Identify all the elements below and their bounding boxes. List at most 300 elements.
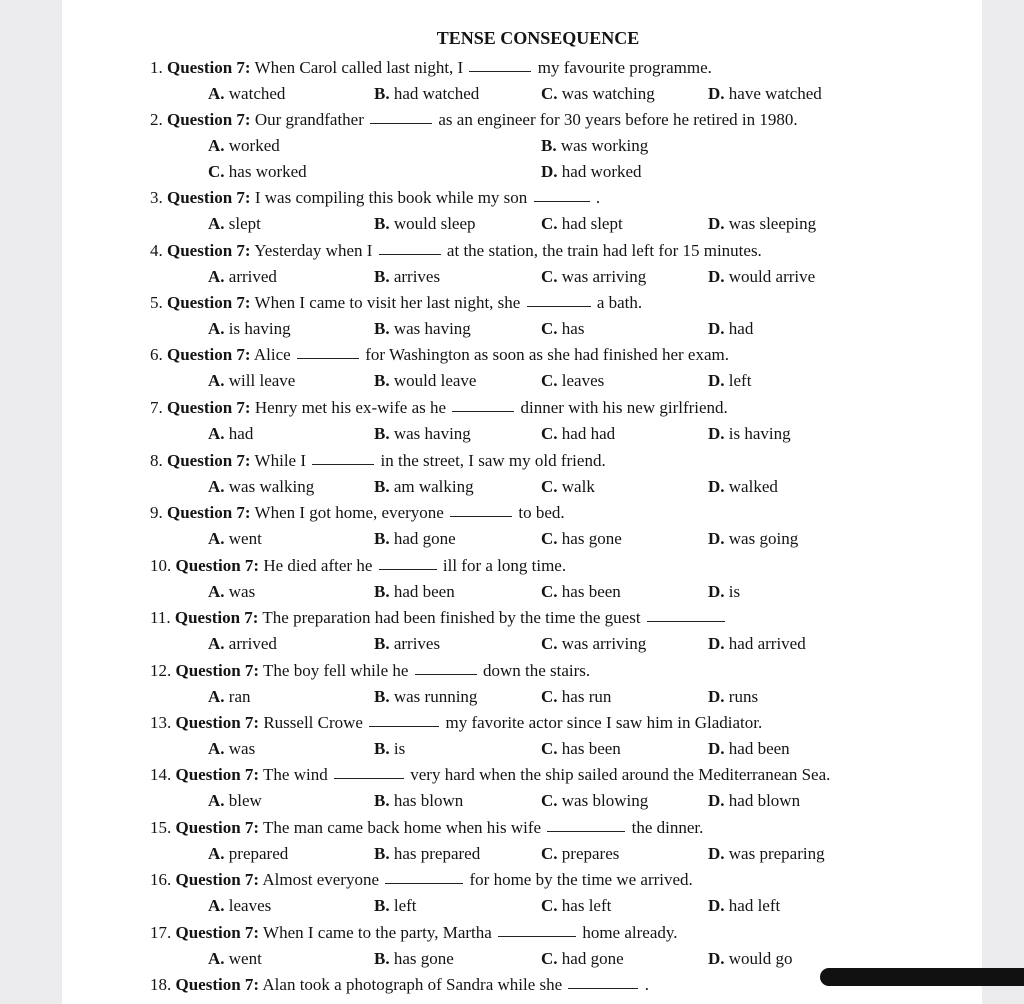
answer-option xyxy=(708,949,793,969)
option-letter: C. xyxy=(541,319,558,338)
answer-option xyxy=(374,791,463,811)
option-text: will leave xyxy=(228,371,296,390)
worksheet-page xyxy=(62,0,982,1004)
question-stem: I was compiling this book while my son xyxy=(254,188,528,207)
question-row xyxy=(150,503,565,523)
option-text: watched xyxy=(228,84,286,103)
option-letter: A. xyxy=(208,136,225,155)
question-stem: The boy fell while he xyxy=(263,661,409,680)
option-letter: A. xyxy=(208,424,225,443)
question-number: 3. xyxy=(150,188,163,207)
option-text: would leave xyxy=(393,371,477,390)
question-label: Question 7: xyxy=(167,188,251,207)
question-number: 4. xyxy=(150,241,163,260)
option-text: was working xyxy=(560,136,649,155)
option-letter: B. xyxy=(374,424,390,443)
question-label: Question 7: xyxy=(174,608,259,627)
question-row xyxy=(150,345,729,365)
option-letter: C. xyxy=(541,529,558,548)
option-letter: D. xyxy=(708,791,725,810)
question-number: 17. xyxy=(150,923,172,942)
option-letter: D. xyxy=(708,896,725,915)
option-text: was arriving xyxy=(561,634,647,653)
question-stem: When I came to visit her last night, she xyxy=(254,293,521,312)
question-number: 5. xyxy=(150,293,163,312)
question-row xyxy=(150,818,703,838)
option-text: was watching xyxy=(561,84,655,103)
option-text: had been xyxy=(728,739,790,758)
option-letter: A. xyxy=(208,371,225,390)
answer-blank xyxy=(498,936,576,937)
answer-option xyxy=(541,424,615,444)
question-stem-end: ill for a long time. xyxy=(442,556,567,575)
option-letter: C. xyxy=(541,582,558,601)
option-letter: D. xyxy=(708,371,725,390)
option-letter: A. xyxy=(208,84,225,103)
question-row xyxy=(150,870,693,890)
answer-blank xyxy=(312,464,374,465)
question-label: Question 7: xyxy=(175,870,260,889)
answer-option xyxy=(541,136,648,156)
answer-option xyxy=(208,739,255,759)
option-letter: D. xyxy=(708,739,725,758)
option-text: was blowing xyxy=(561,791,649,810)
option-text: had slept xyxy=(561,214,623,233)
question-stem-end: for home by the time we arrived. xyxy=(469,870,693,889)
answer-blank xyxy=(297,358,359,359)
question-stem: Almost everyone xyxy=(262,870,380,889)
question-label: Question 7: xyxy=(167,293,251,312)
answer-option xyxy=(208,687,251,707)
question-number: 9. xyxy=(150,503,163,522)
answer-option xyxy=(541,267,646,287)
option-text: had xyxy=(728,319,754,338)
answer-option xyxy=(208,424,253,444)
option-letter: A. xyxy=(208,949,225,968)
question-label: Question 7: xyxy=(167,503,251,522)
question-number: 15. xyxy=(150,818,172,837)
option-text: was having xyxy=(393,424,471,443)
answer-option xyxy=(541,319,584,339)
question-number: 16. xyxy=(150,870,172,889)
answer-option xyxy=(374,319,471,339)
question-label: Question 7: xyxy=(175,713,260,732)
question-label: Question 7: xyxy=(175,765,260,784)
option-letter: B. xyxy=(374,949,390,968)
option-letter: A. xyxy=(208,214,225,233)
question-row xyxy=(150,556,566,576)
answer-option xyxy=(208,214,261,234)
option-letter: D. xyxy=(708,424,725,443)
answer-option xyxy=(374,687,477,707)
question-stem-end: my favourite programme. xyxy=(537,58,712,77)
answer-option xyxy=(541,582,621,602)
question-stem: Alan took a photograph of Sandra while she xyxy=(262,975,563,994)
answer-option xyxy=(374,634,440,654)
answer-blank xyxy=(379,254,441,255)
question-row xyxy=(150,188,600,208)
question-label: Question 7: xyxy=(167,58,251,77)
option-letter: B. xyxy=(541,136,557,155)
option-letter: C. xyxy=(541,371,558,390)
question-number: 7. xyxy=(150,398,163,417)
option-letter: C. xyxy=(208,162,225,181)
option-text: has left xyxy=(561,896,612,915)
answer-option xyxy=(374,896,417,916)
answer-option xyxy=(374,949,454,969)
option-letter: A. xyxy=(208,529,225,548)
answer-option xyxy=(541,162,642,182)
option-letter: D. xyxy=(708,84,725,103)
option-letter: A. xyxy=(208,791,225,810)
option-letter: B. xyxy=(374,582,390,601)
option-text: would arrive xyxy=(728,267,816,286)
answer-option xyxy=(208,136,280,156)
option-text: leaves xyxy=(228,896,272,915)
option-text: has gone xyxy=(393,949,454,968)
answer-option xyxy=(708,687,758,707)
question-stem-end: down the stairs. xyxy=(482,661,591,680)
option-text: had left xyxy=(728,896,781,915)
option-text: left xyxy=(728,371,752,390)
answer-option xyxy=(208,371,295,391)
option-text: went xyxy=(228,949,262,968)
option-text: ran xyxy=(228,687,251,706)
answer-option xyxy=(541,896,611,916)
option-letter: D. xyxy=(708,687,725,706)
answer-option xyxy=(541,214,623,234)
question-stem-end: a bath. xyxy=(596,293,643,312)
option-text: was walking xyxy=(228,477,315,496)
answer-option xyxy=(541,739,621,759)
option-text: had xyxy=(228,424,254,443)
question-label: Question 7: xyxy=(167,398,251,417)
option-letter: A. xyxy=(208,319,225,338)
option-letter: A. xyxy=(208,634,225,653)
option-text: have watched xyxy=(728,84,822,103)
question-stem-end: . xyxy=(595,188,601,207)
question-stem: When Carol called last night, I xyxy=(254,58,464,77)
answer-blank xyxy=(547,831,625,832)
question-stem-end: at the station, the train had left for 15 minutes. xyxy=(446,241,762,260)
question-label: Question 7: xyxy=(175,923,260,942)
answer-blank xyxy=(379,569,437,570)
answer-option xyxy=(708,267,815,287)
answer-blank xyxy=(469,71,531,72)
answer-option xyxy=(208,949,262,969)
question-label: Question 7: xyxy=(175,556,260,575)
question-number: 10. xyxy=(150,556,172,575)
answer-blank xyxy=(370,123,432,124)
option-letter: D. xyxy=(708,949,725,968)
answer-option xyxy=(208,529,262,549)
question-stem: The wind xyxy=(263,765,328,784)
option-letter: D. xyxy=(708,582,725,601)
option-text: leaves xyxy=(561,371,605,390)
option-letter: C. xyxy=(541,424,558,443)
question-number: 14. xyxy=(150,765,172,784)
answer-option xyxy=(708,424,791,444)
question-stem-end: for Washington as soon as she had finished her exam. xyxy=(365,345,729,364)
question-stem: When I came to the party, Martha xyxy=(263,923,492,942)
option-text: prepares xyxy=(561,844,620,863)
answer-option xyxy=(541,477,595,497)
option-letter: A. xyxy=(208,844,225,863)
option-text: was xyxy=(228,739,256,758)
answer-blank xyxy=(568,988,638,989)
question-stem-end: very hard when the ship sailed around the Mediterranean Sea. xyxy=(410,765,831,784)
question-row xyxy=(150,398,728,418)
answer-blank xyxy=(415,674,477,675)
question-label: Question 7: xyxy=(175,661,260,680)
option-letter: D. xyxy=(708,477,725,496)
option-text: had gone xyxy=(561,949,624,968)
option-text: blew xyxy=(228,791,262,810)
option-text: walk xyxy=(561,477,595,496)
answer-option xyxy=(708,791,800,811)
question-label: Question 7: xyxy=(167,110,251,129)
option-text: has been xyxy=(561,582,621,601)
option-letter: D. xyxy=(708,319,725,338)
option-letter: C. xyxy=(541,84,558,103)
answer-option xyxy=(208,162,307,182)
question-stem-end: home already. xyxy=(582,923,678,942)
question-label: Question 7: xyxy=(167,345,251,364)
question-number: 18. xyxy=(150,975,172,994)
question-stem: The preparation had been finished by the time the guest xyxy=(262,608,641,627)
option-text: had had xyxy=(561,424,616,443)
option-letter: D. xyxy=(708,844,725,863)
question-row xyxy=(150,451,606,471)
question-label: Question 7: xyxy=(175,818,260,837)
question-stem-end: . xyxy=(644,975,649,994)
option-letter: C. xyxy=(541,477,558,496)
option-letter: C. xyxy=(541,687,558,706)
question-row xyxy=(150,975,649,995)
answer-option xyxy=(541,529,622,549)
option-text: has prepared xyxy=(393,844,481,863)
question-row xyxy=(150,713,762,733)
option-text: has blown xyxy=(393,791,464,810)
answer-option xyxy=(374,84,479,104)
question-stem: Alice xyxy=(253,345,291,364)
question-stem: When I got home, everyone xyxy=(254,503,444,522)
option-text: slept xyxy=(228,214,261,233)
answer-option xyxy=(374,371,476,391)
option-text: is having xyxy=(228,319,291,338)
answer-option xyxy=(374,267,440,287)
question-number: 12. xyxy=(150,661,172,680)
option-text: was xyxy=(228,582,256,601)
option-text: would sleep xyxy=(393,214,476,233)
question-stem: He died after he xyxy=(263,556,373,575)
answer-blank xyxy=(527,306,591,307)
question-stem-end: in the street, I saw my old friend. xyxy=(380,451,606,470)
option-text: was going xyxy=(728,529,799,548)
question-stem: Yesterday when I xyxy=(254,241,373,260)
option-letter: B. xyxy=(374,791,390,810)
option-text: am walking xyxy=(393,477,474,496)
answer-option xyxy=(541,687,611,707)
option-letter: D. xyxy=(708,529,725,548)
option-letter: A. xyxy=(208,477,225,496)
question-number: 8. xyxy=(150,451,163,470)
option-text: would go xyxy=(728,949,793,968)
option-text: arrives xyxy=(393,267,441,286)
answer-option xyxy=(374,582,455,602)
option-text: had arrived xyxy=(728,634,806,653)
answer-option xyxy=(374,529,456,549)
question-label: Question 7: xyxy=(175,975,260,994)
answer-option xyxy=(208,477,314,497)
answer-option xyxy=(708,477,778,497)
answer-option xyxy=(541,634,646,654)
question-label: Question 7: xyxy=(167,451,251,470)
option-letter: B. xyxy=(374,634,390,653)
option-text: had been xyxy=(393,582,455,601)
answer-option xyxy=(708,319,753,339)
option-text: had gone xyxy=(393,529,456,548)
option-letter: C. xyxy=(541,267,558,286)
option-text: has run xyxy=(561,687,612,706)
question-row xyxy=(150,293,642,313)
option-text: is xyxy=(728,582,741,601)
answer-option xyxy=(541,949,624,969)
option-text: arrived xyxy=(228,267,277,286)
answer-option xyxy=(374,424,471,444)
option-letter: B. xyxy=(374,896,390,915)
option-letter: B. xyxy=(374,371,390,390)
option-letter: A. xyxy=(208,687,225,706)
question-row xyxy=(150,608,727,628)
question-row xyxy=(150,765,830,785)
answer-option xyxy=(541,791,648,811)
option-text: was running xyxy=(393,687,478,706)
answer-option xyxy=(208,267,277,287)
option-letter: B. xyxy=(374,739,390,758)
answer-blank xyxy=(385,883,463,884)
question-stem: While I xyxy=(254,451,306,470)
option-letter: B. xyxy=(374,477,390,496)
answer-option xyxy=(208,582,255,602)
answer-option xyxy=(708,896,780,916)
redaction-bar xyxy=(820,968,1024,986)
option-text: is having xyxy=(728,424,791,443)
option-letter: D. xyxy=(541,162,558,181)
option-letter: C. xyxy=(541,634,558,653)
option-letter: A. xyxy=(208,267,225,286)
question-row xyxy=(150,661,590,681)
answer-option xyxy=(541,84,655,104)
option-letter: C. xyxy=(541,739,558,758)
answer-option xyxy=(208,84,285,104)
option-text: has xyxy=(561,319,585,338)
option-text: had watched xyxy=(393,84,480,103)
question-stem-end: dinner with his new girlfriend. xyxy=(520,398,728,417)
option-letter: A. xyxy=(208,896,225,915)
answer-option xyxy=(708,582,740,602)
question-number: 2. xyxy=(150,110,163,129)
answer-option xyxy=(708,844,825,864)
question-row xyxy=(150,923,678,943)
answer-blank xyxy=(450,516,512,517)
option-text: was sleeping xyxy=(728,214,817,233)
answer-option xyxy=(708,214,816,234)
option-letter: A. xyxy=(208,582,225,601)
answer-option xyxy=(208,634,277,654)
answer-option xyxy=(708,84,822,104)
option-letter: A. xyxy=(208,739,225,758)
answer-option xyxy=(541,371,604,391)
option-letter: D. xyxy=(708,267,725,286)
question-row xyxy=(150,58,712,78)
question-stem: Russell Crowe xyxy=(263,713,363,732)
option-text: was arriving xyxy=(561,267,647,286)
question-number: 1. xyxy=(150,58,163,77)
option-letter: B. xyxy=(374,84,390,103)
option-letter: C. xyxy=(541,791,558,810)
answer-option xyxy=(374,844,480,864)
answer-blank xyxy=(369,726,439,727)
answer-option xyxy=(708,634,806,654)
option-text: has been xyxy=(561,739,621,758)
question-number: 6. xyxy=(150,345,163,364)
question-stem: Henry met his ex-wife as he xyxy=(254,398,447,417)
question-stem-end: the dinner. xyxy=(631,818,704,837)
answer-option xyxy=(708,739,790,759)
option-text: left xyxy=(393,896,417,915)
answer-option xyxy=(708,371,751,391)
option-text: walked xyxy=(728,477,778,496)
question-stem-end: my favorite actor since I saw him in Gladiator. xyxy=(445,713,763,732)
answer-option xyxy=(374,214,476,234)
question-stem-end: to bed. xyxy=(518,503,565,522)
option-text: had worked xyxy=(561,162,642,181)
option-text: has gone xyxy=(561,529,622,548)
question-stem: Our grandfather xyxy=(254,110,364,129)
answer-option xyxy=(208,896,271,916)
option-letter: B. xyxy=(374,687,390,706)
option-letter: B. xyxy=(374,844,390,863)
page-title: TENSE CONSEQUENCE xyxy=(436,28,640,48)
option-letter: C. xyxy=(541,844,558,863)
question-label: Question 7: xyxy=(167,241,251,260)
answer-option xyxy=(374,739,405,759)
answer-blank xyxy=(647,621,725,622)
option-letter: C. xyxy=(541,214,558,233)
answer-blank xyxy=(334,778,404,779)
option-text: prepared xyxy=(228,844,289,863)
option-letter: C. xyxy=(541,896,558,915)
option-text: is xyxy=(393,739,406,758)
question-stem: The man came back home when his wife xyxy=(263,818,542,837)
answer-option xyxy=(208,319,291,339)
answer-option xyxy=(208,844,288,864)
option-letter: B. xyxy=(374,267,390,286)
option-letter: D. xyxy=(708,634,725,653)
option-letter: D. xyxy=(708,214,725,233)
answer-blank xyxy=(452,411,514,412)
option-text: arrives xyxy=(393,634,441,653)
question-number: 13. xyxy=(150,713,172,732)
option-letter: B. xyxy=(374,319,390,338)
option-letter: C. xyxy=(541,949,558,968)
option-text: was having xyxy=(393,319,471,338)
option-text: arrived xyxy=(228,634,277,653)
option-text: went xyxy=(228,529,262,548)
answer-option xyxy=(374,477,474,497)
question-row xyxy=(150,241,762,261)
